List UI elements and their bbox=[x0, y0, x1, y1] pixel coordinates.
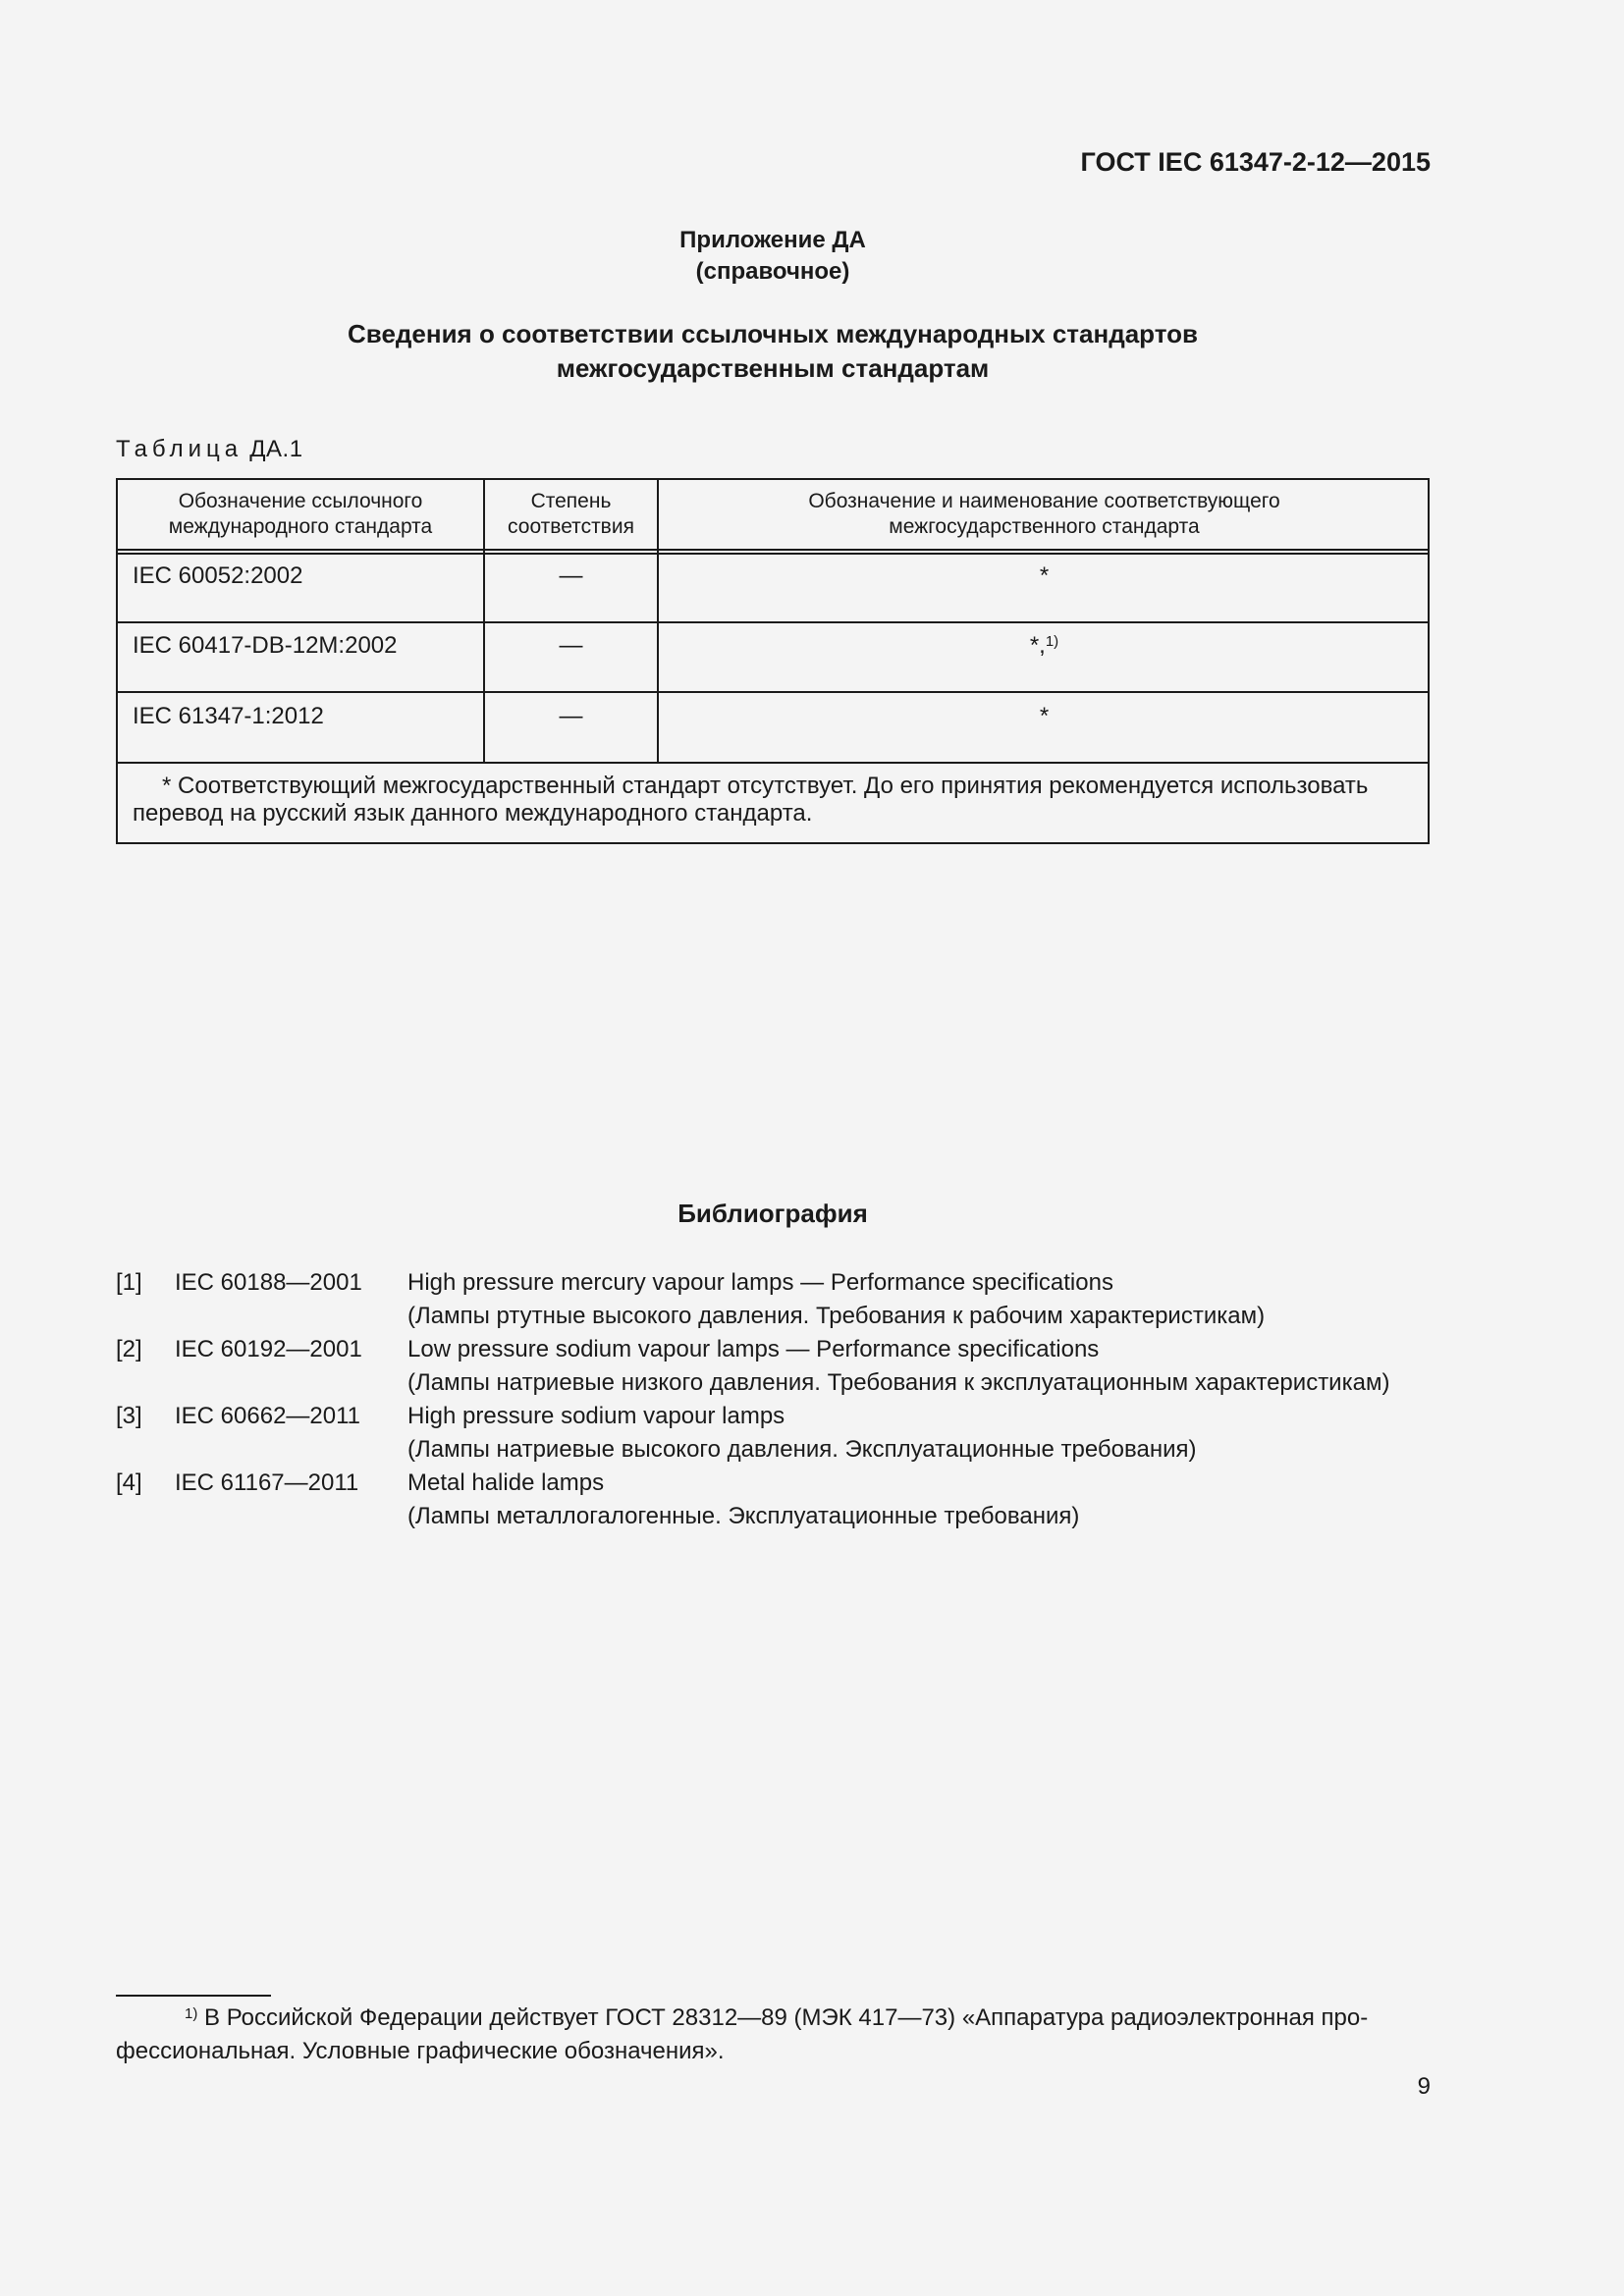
footnote-text: В Российской Федерации действует ГОСТ 28312—89 (МЭК 417—73) «Аппаратура радиоэлектронная про- bbox=[204, 2004, 1369, 2031]
header-text: Обозначение и наименование соответствующего bbox=[808, 490, 1280, 512]
bibliography-title: Библиография bbox=[677, 1199, 868, 1228]
bib-number: [2] bbox=[116, 1336, 142, 1362]
table-label bbox=[116, 436, 303, 463]
bib-title-ru: (Лампы металлогалогенные. Эксплуатационные требования) bbox=[407, 1503, 1080, 1529]
annex-title: Приложение ДА bbox=[679, 227, 866, 253]
table-cell-degree: — bbox=[559, 562, 583, 589]
table-cell-national: * bbox=[1039, 562, 1050, 589]
bib-title-ru: (Лампы ртутные высокого давления. Требования к рабочим характеристикам) bbox=[407, 1303, 1266, 1329]
bib-code: IEC 60192—2001 bbox=[175, 1336, 362, 1362]
footnote-ref: 1) bbox=[1045, 633, 1059, 650]
correspondence-table bbox=[116, 478, 1430, 844]
bib-title-ru: (Лампы натриевые высокого давления. Эксплуатационные требования) bbox=[407, 1436, 1197, 1463]
bib-title-en: Metal halide lamps bbox=[407, 1469, 605, 1496]
table-label-word: Таблица bbox=[116, 436, 244, 462]
table-cell-ref: IEC 60417-DB-12M:2002 bbox=[133, 632, 398, 659]
table-cell-ref: IEC 60052:2002 bbox=[133, 562, 303, 589]
header-text: Степень bbox=[530, 490, 612, 512]
bib-code: IEC 61167—2011 bbox=[175, 1469, 359, 1496]
page-footnote bbox=[116, 2002, 1430, 2068]
table-cell-degree: — bbox=[559, 703, 583, 729]
row-divider bbox=[118, 621, 1428, 623]
page-number: 9 bbox=[1417, 2073, 1431, 2100]
footnote-separator bbox=[116, 1995, 271, 1997]
header-text: Обозначение ссылочного bbox=[178, 490, 423, 512]
row-divider bbox=[118, 762, 1428, 764]
section-title bbox=[116, 317, 1430, 386]
table-cell-ref: IEC 61347-1:2012 bbox=[133, 703, 324, 729]
document-code: ГОСТ IEC 61347-2-12—2015 bbox=[1080, 147, 1431, 177]
footnote-mark: 1) bbox=[185, 2005, 198, 2022]
footnote-line1 bbox=[116, 2002, 1430, 2035]
table-cell-degree: — bbox=[559, 632, 583, 659]
bib-number: [4] bbox=[116, 1469, 142, 1496]
header-cell-ref bbox=[118, 480, 483, 549]
section-title-line2: межгосударственным стандартам bbox=[556, 353, 990, 383]
bib-title-ru: (Лампы натриевые низкого давления. Требования к эксплуатационным характеристикам) bbox=[407, 1369, 1390, 1396]
bib-code: IEC 60188—2001 bbox=[175, 1269, 362, 1296]
national-marker: *, bbox=[1029, 632, 1046, 659]
header-divider bbox=[118, 553, 1428, 555]
bib-number: [1] bbox=[116, 1269, 142, 1296]
footnote-line2: фессиональная. Условные графические обозначения». bbox=[116, 2038, 725, 2064]
header-text: межгосударственного стандарта bbox=[889, 515, 1200, 538]
header-text: международного стандарта bbox=[168, 515, 433, 538]
table-cell-national bbox=[659, 632, 1430, 660]
bib-title-en: High pressure mercury vapour lamps — Performance specifications bbox=[407, 1269, 1113, 1296]
bib-title-en: High pressure sodium vapour lamps bbox=[407, 1403, 785, 1429]
bib-title-en: Low pressure sodium vapour lamps — Performance specifications bbox=[407, 1336, 1100, 1362]
bib-number: [3] bbox=[116, 1403, 142, 1429]
header-text: соответствия bbox=[508, 515, 634, 538]
header-cell-degree bbox=[485, 480, 657, 549]
section-title-line1: Сведения о соответствии ссылочных международных стандартов bbox=[348, 319, 1198, 348]
annex-subtitle: (справочное) bbox=[695, 258, 850, 285]
header-divider bbox=[118, 549, 1428, 551]
table-footnote bbox=[133, 773, 1419, 828]
table-footnote-line1: * Соответствующий межгосударственный стандарт отсутствует. До его принятия рекомендуется использовать bbox=[162, 773, 1369, 799]
table-cell-national: * bbox=[1039, 703, 1050, 729]
row-divider bbox=[118, 691, 1428, 693]
header-cell-national bbox=[659, 480, 1430, 549]
table-footnote-line2: перевод на русский язык данного международного стандарта. bbox=[133, 800, 813, 827]
annex-heading bbox=[116, 225, 1430, 288]
table-label-number: ДА.1 bbox=[249, 436, 303, 462]
bib-code: IEC 60662—2011 bbox=[175, 1403, 361, 1429]
